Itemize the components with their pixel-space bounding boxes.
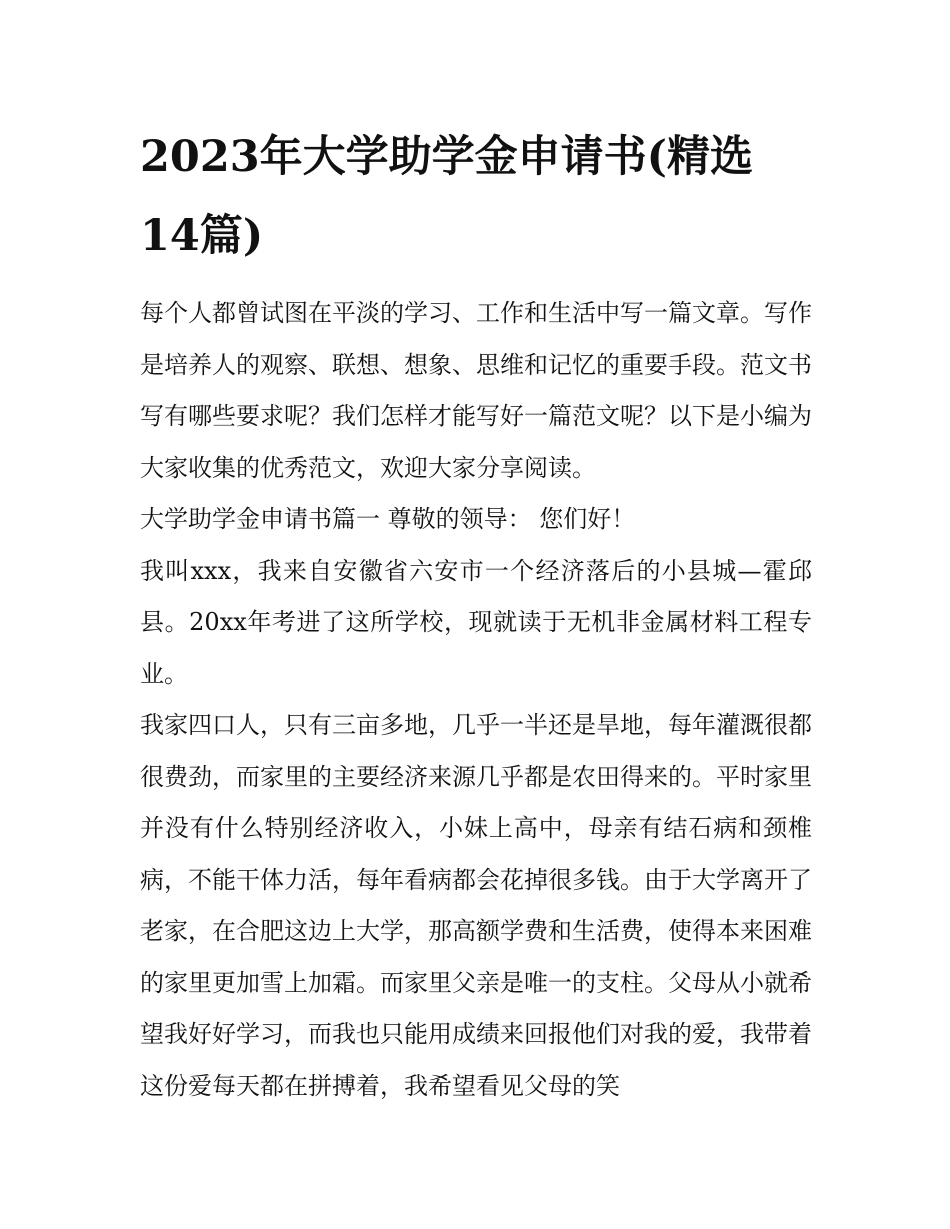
salutation-paragraph: 大学助学金申请书篇一 尊敬的领导： 您们好！ [140, 505, 636, 533]
document-body [140, 288, 812, 1112]
self-introduction-paragraph: 我叫xxx，我来自安徽省六安市一个经济落后的小县城—霍邱县。20xx年考进了这所学校，现就读于无机非金属材料工程专业。 [140, 556, 812, 688]
family-situation-paragraph: 我家四口人，只有三亩多地，几乎一半还是旱地，每年灌溉很都很费劲，而家里的主要经济来源几乎都是农田得来的。平时家里并没有什么特别经济收入，小妹上高中，母亲有结石病和颈椎病，不能干体力活，每年看病都会花掉很多钱。由于大学离开了老家，在合肥这边上大学，那高额学费和生活费，使得本来困难的家里更加雪上加霜。而家里父亲是唯一的支柱。父母从小就希望我好好学习，而我也只能用成绩来回报他们对我的爱，我带着这份爱每天都在拼搏着，我希望看见父母的笑 [140, 711, 812, 1100]
document-title: 2023年大学助学金申请书(精选14篇) [140, 132, 754, 261]
intro-paragraph: 每个人都曾试图在平淡的学习、工作和生活中写一篇文章。写作是培养人的观察、联想、想象、思维和记忆的重要手段。范文书写有哪些要求呢？我们怎样才能写好一篇范文呢？以下是小编为大家收集的优秀范文，欢迎大家分享阅读。 [140, 299, 812, 482]
